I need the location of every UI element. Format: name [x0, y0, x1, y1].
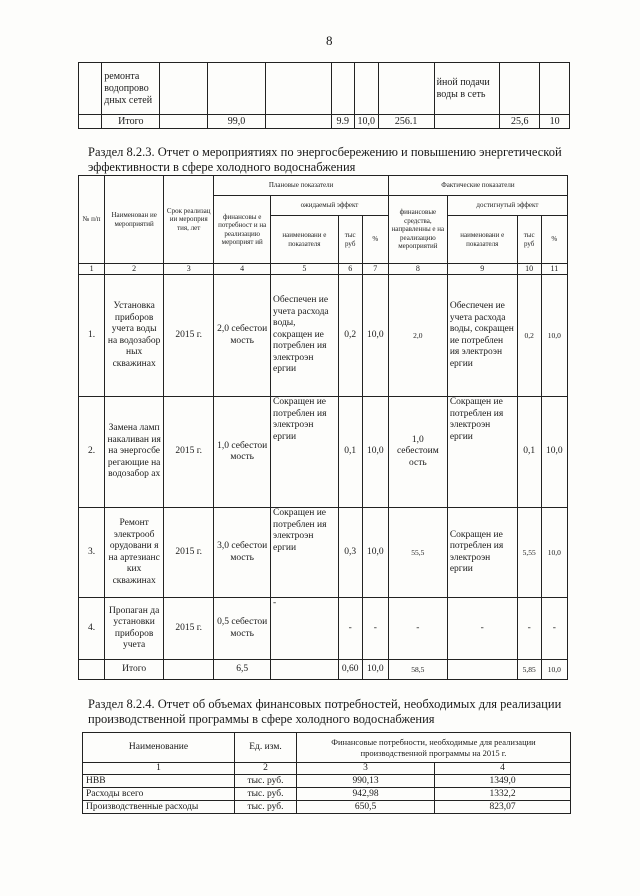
row-fact-pct: - — [541, 598, 567, 660]
row-value-1: 650,5 — [297, 801, 435, 814]
continuation-table — [78, 62, 570, 129]
header-fact-pct: % — [541, 216, 567, 264]
total-fact-pct: 10,0 — [541, 660, 567, 680]
row-name: Установка приборов учета воды на водозабор ных скважинах — [105, 275, 164, 397]
row-num: 1. — [79, 275, 105, 397]
table-row — [79, 598, 568, 660]
total-pct: 10,0 — [354, 115, 378, 129]
row-fact-effect: Сокращен ие потреблен ия электроэн ергии — [447, 508, 517, 598]
col-number: 1 — [79, 264, 105, 275]
total-fact-rub: 25,6 — [500, 115, 540, 129]
col-number: 7 — [362, 264, 388, 275]
financial-needs-table — [82, 732, 571, 814]
row-fact-pct: 10,0 — [541, 275, 567, 397]
col-number: 4 — [435, 763, 571, 775]
row-name: Производственные расходы — [83, 801, 235, 814]
table-row — [83, 775, 571, 788]
row-unit: тыс. руб. — [235, 788, 297, 801]
section-824-title: Раздел 8.2.4. Отчет об объемах финансовых потребностей, необходимых для реализации производственной программы в сфере холодного водоснабжения — [88, 697, 562, 726]
col-number: 9 — [447, 264, 517, 275]
col-number: 4 — [214, 264, 271, 275]
row-fact-fin: 1,0 себестоим ость — [388, 397, 447, 508]
col-number: 6 — [338, 264, 362, 275]
row-rub: 0,3 — [338, 508, 362, 598]
total-fact-fin: 256.1 — [378, 115, 434, 129]
col-number: 3 — [297, 763, 435, 775]
header-unit: Ед. изм. — [235, 733, 297, 763]
total-rub: 9.9 — [331, 115, 354, 129]
header-pct: % — [362, 216, 388, 264]
row-value-1: 990,13 — [297, 775, 435, 788]
total-fact-fin: 58,5 — [388, 660, 447, 680]
row-fact-effect: - — [447, 598, 517, 660]
page-number: 8 — [326, 33, 333, 48]
table-row — [79, 508, 568, 598]
row-effect: Сокращен ие потреблен ия электроэн ергии — [271, 397, 339, 508]
row-value-2: 1332,2 — [435, 788, 571, 801]
header-expected-effect: ожидаемый эффект — [271, 196, 389, 216]
row-effect: Сокращен ие потреблен ия электроэн ергии — [271, 508, 339, 598]
row-term: 2015 г. — [164, 397, 214, 508]
row-fin: 0,5 себестои мость — [214, 598, 271, 660]
row-pct: 10,0 — [362, 275, 388, 397]
header-planned: Плановые показатели — [214, 176, 389, 196]
row-term: 2015 г. — [164, 275, 214, 397]
row-fact-fin: 55,5 — [388, 508, 447, 598]
row-fin: 3,0 себестои мость — [214, 508, 271, 598]
row-pct: - — [362, 598, 388, 660]
row-fact-fin: - — [388, 598, 447, 660]
row-value-1: 942,98 — [297, 788, 435, 801]
row-name: НВВ — [83, 775, 235, 788]
table-row — [83, 801, 571, 814]
row-num: 3. — [79, 508, 105, 598]
row-fact-rub: - — [517, 598, 541, 660]
header-term: Срок реализац ии мероприя тия, лет — [164, 176, 214, 264]
col-number: 8 — [388, 264, 447, 275]
row-effect: - — [271, 598, 339, 660]
total-row — [79, 660, 568, 680]
header-name: Наименован ие мероприятий — [105, 176, 164, 264]
section-823-title: Раздел 8.2.3. Отчет о мероприятиях по энергосбережению и повышению энергетической эффективности в сфере холодного водоснабжения — [88, 145, 562, 174]
col-number: 10 — [517, 264, 541, 275]
col-number: 2 — [105, 264, 164, 275]
row-rub: - — [338, 598, 362, 660]
continuation-effect: йной подачи воды в сеть — [434, 63, 500, 115]
row-fact-rub: 5,55 — [517, 508, 541, 598]
row-fin: 1,0 себестои мость — [214, 397, 271, 508]
total-label: Итого — [102, 115, 160, 129]
row-unit: тыс. руб. — [235, 801, 297, 814]
header-fact-fin: финансовые средства, направленны е на реализацию мероприятий — [388, 196, 447, 264]
header-rub: тыс руб — [338, 216, 362, 264]
col-number: 11 — [541, 264, 567, 275]
col-number: 1 — [83, 763, 235, 775]
total-rub: 0,60 — [338, 660, 362, 680]
row-fact-pct: 10,0 — [541, 508, 567, 598]
header-name: Наименование — [83, 733, 235, 763]
row-fact-effect: Сокращен ие потреблен ия электроэн ергии — [447, 397, 517, 508]
row-num: 4. — [79, 598, 105, 660]
row-fact-pct: 10,0 — [541, 397, 567, 508]
header-needs: Финансовые потребности, необходимые для реализации производственной программы на 2015 г. — [297, 733, 571, 763]
continuation-name: ремонта водопрово дных сетей — [102, 63, 160, 115]
row-value-2: 1349,0 — [435, 775, 571, 788]
table-row — [79, 397, 568, 508]
header-achieved-effect: достигнутый эффект — [447, 196, 567, 216]
total-label: Итого — [105, 660, 164, 680]
row-value-2: 823,07 — [435, 801, 571, 814]
row-fact-rub: 0,1 — [517, 397, 541, 508]
row-pct: 10,0 — [362, 397, 388, 508]
row-fact-rub: 0,2 — [517, 275, 541, 397]
row-rub: 0,2 — [338, 275, 362, 397]
total-fact-pct: 10 — [540, 115, 570, 129]
col-number: 5 — [271, 264, 339, 275]
row-term: 2015 г. — [164, 598, 214, 660]
row-fact-fin: 2,0 — [388, 275, 447, 397]
row-unit: тыс. руб. — [235, 775, 297, 788]
header-num: № п/п — [79, 176, 105, 264]
row-name: Расходы всего — [83, 788, 235, 801]
row-name: Ремонт электрооб орудовани я на артезианс ких скважинах — [105, 508, 164, 598]
table-row — [83, 788, 571, 801]
row-name: Пропаган да установки приборов учета — [105, 598, 164, 660]
energy-saving-table — [78, 175, 568, 680]
total-fact-rub: 5,85 — [517, 660, 541, 680]
row-name: Замена ламп накаливан ия на энергосбе регающие на водозабор ах — [105, 397, 164, 508]
total-fin: 6,5 — [214, 660, 271, 680]
header-fact-rub: тыс руб — [517, 216, 541, 264]
header-effect-name: наименовани е показателя — [271, 216, 339, 264]
row-num: 2. — [79, 397, 105, 508]
header-fact-effect-name: наименовани е показателя — [447, 216, 517, 264]
total-pct: 10,0 — [362, 660, 388, 680]
row-rub: 0,1 — [338, 397, 362, 508]
col-number: 3 — [164, 264, 214, 275]
row-term: 2015 г. — [164, 508, 214, 598]
row-pct: 10,0 — [362, 508, 388, 598]
row-fin: 2,0 себестои мость — [214, 275, 271, 397]
col-number: 2 — [235, 763, 297, 775]
table-row — [79, 275, 568, 397]
total-fin: 99,0 — [207, 115, 265, 129]
header-actual: Фактические показатели — [388, 176, 567, 196]
row-effect: Обеспечен ие учета расхода воды, сокращен ие потреблен ия электроэн ергии — [271, 275, 339, 397]
row-fact-effect: Обеспечен ие учета расхода воды, сокращен ие потреблен ия электроэн ергии — [447, 275, 517, 397]
header-plan-fin: финансовы е потребност и на реализацию мероприят ий — [214, 196, 271, 264]
